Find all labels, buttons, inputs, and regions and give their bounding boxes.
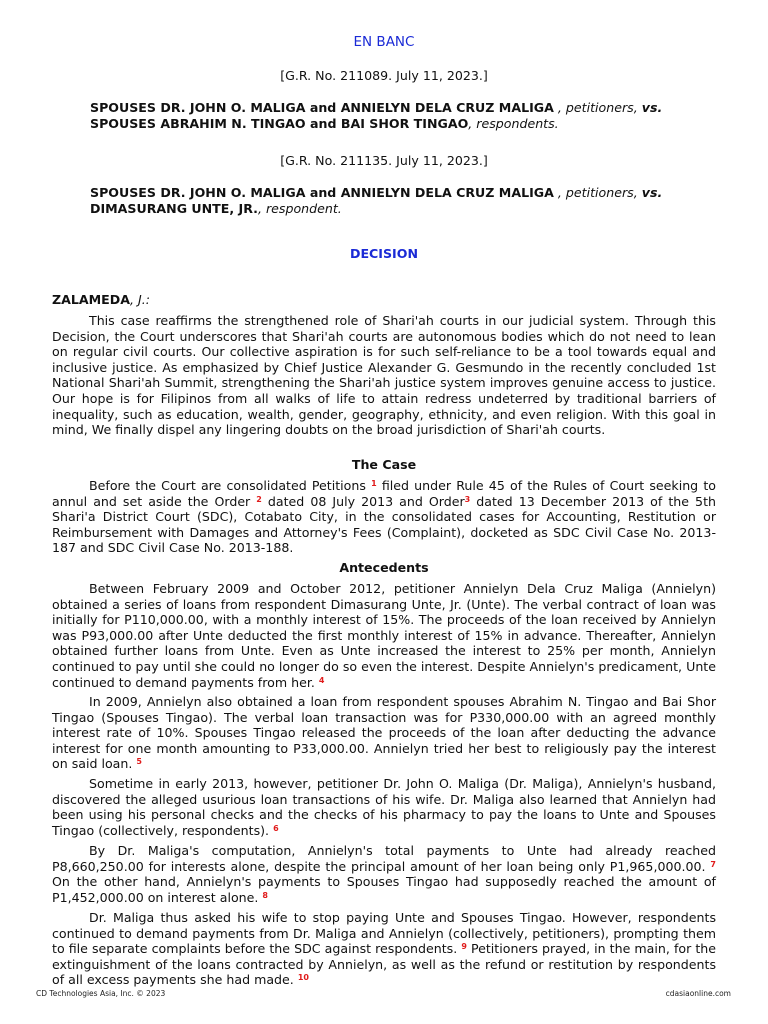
case1-petitioners-role: , petitioners, bbox=[557, 100, 638, 115]
footnote-link[interactable]: 9 bbox=[461, 942, 467, 952]
footer-copyright: CD Technologies Asia, Inc. © 2023 bbox=[36, 989, 166, 998]
paragraph-text: Dr. Maliga thus asked his wife to stop paying Unte and Spouses Tingao. However, respondents continued to demand payments from Dr. Maliga and Annielyn (collectively, petitioners), prompting them to file separate complaints before the SDC against respondents. bbox=[52, 910, 716, 957]
footnote-link[interactable]: 8 bbox=[262, 890, 268, 900]
footnote-link[interactable]: 7 bbox=[710, 859, 716, 869]
heading-the-case: The Case bbox=[351, 457, 417, 472]
footnote-link[interactable]: 10 bbox=[297, 973, 309, 983]
footer-site: cdasiaonline.com bbox=[665, 989, 731, 998]
footnote-link[interactable]: 6 bbox=[273, 823, 279, 833]
paragraph-antecedents-4 bbox=[52, 843, 716, 905]
footnote-link[interactable]: 3 bbox=[464, 494, 471, 504]
case2-respondents-role: , respondent. bbox=[257, 201, 342, 216]
case1-respondents: SPOUSES ABRAHIM N. TINGAO and BAI SHOR TINGAO bbox=[90, 116, 469, 131]
decision-title: DECISION bbox=[350, 246, 418, 261]
case2-petitioners-role: , petitioners, bbox=[557, 185, 638, 200]
case2-respondents: DIMASURANG UNTE, JR. bbox=[90, 201, 258, 216]
paragraph-antecedents-3 bbox=[52, 776, 716, 838]
case1-petitioners: SPOUSES DR. JOHN O. MALIGA and ANNIELYN DELA CRUZ MALIGA bbox=[90, 100, 554, 115]
footnote-link[interactable]: 5 bbox=[136, 757, 142, 767]
case2-vs: vs. bbox=[641, 185, 663, 200]
paragraph-text: By Dr. Maliga's computation, Annielyn's total payments to Unte had already reached P8,660,250.00 for interests alone, despite the principal amount of her loan being only P1,965,000.00. bbox=[52, 843, 716, 874]
ponente bbox=[52, 292, 150, 307]
paragraph-antecedents-1 bbox=[52, 581, 716, 690]
case2-parties bbox=[90, 185, 710, 217]
paragraph-text: filed under Rule 45 of the Rules of Court seeking to annul and set aside the Order bbox=[52, 478, 716, 509]
footnote-link[interactable]: 1 bbox=[371, 479, 377, 488]
paragraph-text: Between February 2009 and October 2012, petitioner Annielyn Dela Cruz Maliga (Annielyn) obtained a series of loans from respondent Dimasurang Unte, Jr. (Unte). The verbal contract of loan was initially for P110,000.00, with a monthly interest of 15%. The proceeds of the loan received by Annielyn was P93,000.00 after Unte deducted the first monthly interest of 15% in advance. Thereafter, Annielyn obtained further loans from Unte. Even as Unte increased the interest to 25% per month, Annielyn continued to pay until she could no longer do so even the interest. Despite Annielyn's predicament, Unte continued to demand payments from her. bbox=[52, 581, 716, 690]
paragraph-intro: This case reaffirms the strengthened role of Shari'ah courts in our judicial system. Through this Decision, the Court underscores that Shari'ah courts are autonomous bodies which do not need to lean on regular civil courts. Our collective aspiration is for such self-reliance to be a tool towards equal and inclusive justice. As emphasized by Chief Justice Alexander G. Gesmundo in the recently concluded 1st National Shari'ah Summit, strengthening the Shari'ah justice system improves genuine access to justice. Our hope is for Filipinos from all walks of life to attain redress undeterred by traditional barriers of inequality, such as education, wealth, gender, geography, ethnicity, and even religion. With this goal in mind, We finally dispel any lingering doubts on the broad jurisdiction of Shari'ah courts. bbox=[52, 313, 716, 438]
ponente-suffix: , J.: bbox=[130, 292, 150, 307]
case1-gr-number: [G.R. No. 211089. July 11, 2023.] bbox=[280, 68, 488, 83]
ponente-name: ZALAMEDA bbox=[52, 292, 130, 307]
case2-gr-number: [G.R. No. 211135. July 11, 2023.] bbox=[280, 153, 488, 168]
case1-parties bbox=[90, 100, 710, 132]
paragraph-text: In 2009, Annielyn also obtained a loan from respondent spouses Abrahim N. Tingao and Bai Shor Tingao (Spouses Tingao). The verbal loan transaction was for P330,000.00 with an agreed monthly interest rate of 10%. Spouses Tingao released the proceeds of the loan after deducting the advance interest for one month amounting to P33,000.00. Annielyn tried her best to religiously pay the interest on said loan. bbox=[52, 694, 716, 772]
paragraph-text: dated 13 December 2013 of the 5th Shari'a District Court (SDC), Cotabato City, in the consolidated cases for Accounting, Restitution or Reimbursement with Damages and Attorney's Fees (Complaint), docketed as SDC Civil Case No. 2013-187 and SDC Civil Case No. 2013-188. bbox=[52, 493, 716, 556]
paragraph-text: dated 08 July 2013 and Order bbox=[261, 493, 465, 509]
paragraph-text: On the other hand, Annielyn's payments to Spouses Tingao had supposedly reached the amount of P1,452,000.00 on interest alone. bbox=[52, 874, 716, 905]
case1-vs: vs. bbox=[641, 100, 663, 115]
paragraph-antecedents-2 bbox=[52, 694, 716, 772]
case1-respondents-role: , respondents. bbox=[468, 116, 559, 131]
paragraph-text: Petitioners prayed, in the main, for the extinguishment of the loans contracted by Annielyn, as well as the refund or restitution by respondents of all excess payments she had made. bbox=[52, 941, 716, 988]
paragraph-text: Sometime in early 2013, however, petitioner Dr. John O. Maliga (Dr. Maliga), Annielyn's husband, discovered the alleged usurious loan transactions of his wife. Dr. Maliga also learned that Annielyn had been using his personal checks and the checks of his pharmacy to pay the loans to Unte and Spouses Tingao (collectively, respondents). bbox=[52, 776, 716, 838]
paragraph-text: Before the Court are consolidated Petitions bbox=[89, 478, 366, 493]
paragraph-the-case bbox=[52, 478, 716, 556]
footnote-link[interactable]: 4 bbox=[318, 675, 325, 685]
footnote-link[interactable]: 2 bbox=[256, 494, 262, 504]
case2-petitioners: SPOUSES DR. JOHN O. MALIGA and ANNIELYN DELA CRUZ MALIGA bbox=[90, 185, 554, 200]
en-banc-label: EN BANC bbox=[353, 34, 415, 50]
paragraph-antecedents-5 bbox=[52, 910, 716, 988]
heading-antecedents: Antecedents bbox=[339, 560, 429, 575]
